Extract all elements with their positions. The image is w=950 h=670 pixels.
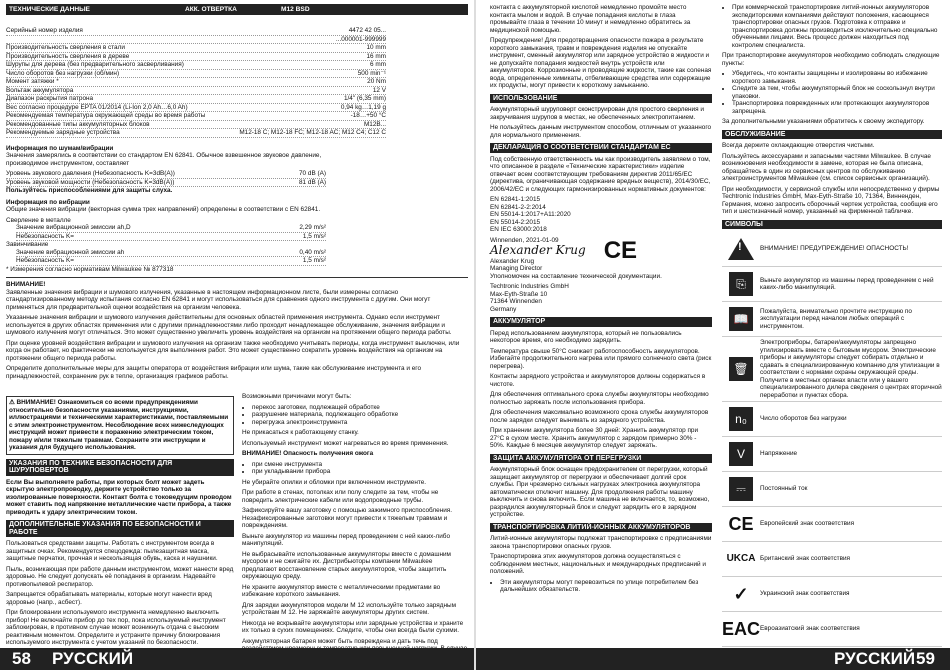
use-para-1: Аккумуляторный шуруповерт сконструирован для простого сверления и закручивания шурупов в местах, не обеспеченных электропитанием. <box>490 106 704 121</box>
symbol-description: Постоянный ток <box>760 472 942 507</box>
symbol-icon: 🗑 <box>729 357 753 381</box>
additional-safety-header: ДОПОЛНИТЕЛЬНЫЕ УКАЗАНИЯ ПО БЕЗОПАСНОСТИ И РАБОТЕ <box>6 520 234 537</box>
symbol-icon: UKCA <box>726 553 756 564</box>
spec-value: ...000001-999999 <box>335 35 386 43</box>
spec-label: Вес согласно процедуре EPTA 01/2014 (Li-Ion 2,0 Ah…6,0 Ah) <box>6 103 188 111</box>
list-item: • при смене инструмента <box>252 461 468 469</box>
company-line: Techtronic Industries GmbH <box>490 283 569 290</box>
ce-mark-icon: CE <box>603 237 638 264</box>
battery-para: При хранении аккумулятора более 30 дней: Хранить аккумулятор при 27°С в сухом месте. Хранить аккумулятор с зарядом примерно 30% - 50%. Каждые 6 месяцев аккумулятор следует заряжать. <box>490 427 699 449</box>
commercial-transport-list <box>722 4 942 49</box>
spec-value: 1/4" (6,35 mm) <box>343 95 386 102</box>
declaration-text: Под собственную ответственность мы как производитель заявляем о том, что описанное в разделе «Технические характеристики» изделие отвечает всем соответствующим требованиям директив 2011/65/ЕС (директива, ограничивающая содержание вредных веществ), 2014/30/ЕС, 2006/42/ЕС и следующих гармонизированных нормативных документов: <box>490 155 711 193</box>
left-column-2 <box>242 393 468 645</box>
spec-row <box>16 249 326 258</box>
right-column-2 <box>722 4 942 646</box>
battery-para: Контакты зарядного устройства и аккумуляторов должны содержаться в чистоте. <box>490 373 706 388</box>
spec-label: Момент затяжки * <box>6 78 59 85</box>
symbol-row <box>722 267 942 302</box>
symbol-description: Европейский знак соответствия <box>760 507 942 542</box>
spec-label: Рекомендуемая температура окружающей среды во время работы <box>6 112 206 119</box>
spec-value: 6 mm <box>370 61 386 68</box>
company-address <box>490 283 712 313</box>
screwdriver-safety-text: Если Вы выполняете работы, при которых болт может задеть скрытую электропроводку, держите устройство только за изолированные поверхности. Контакт болта с токоведущим проводом может ставить под напряжение металлические части прибора, а также приводить к удару электрическим током. <box>6 478 232 516</box>
symbol-icon: n₀ <box>729 407 753 431</box>
standard-item: EN 55014-1:2017+A11:2020 <box>490 211 571 218</box>
symbol-description: Число оборотов без нагрузки <box>760 402 942 437</box>
exclamation-icon: ! <box>738 241 742 253</box>
right-footer <box>476 648 950 670</box>
spec-label: Серийный номер изделия <box>6 27 83 34</box>
spec-row <box>6 70 386 79</box>
spec-header-title: ТЕХНИЧЕСКИЕ ДАННЫЕ <box>9 6 90 13</box>
vibration-intro: Общие значения вибрации (векторная сумма трех направлений) определены в соответствии с EN 62841. <box>6 206 321 213</box>
spec-value: 0,40 m/s² <box>299 248 326 256</box>
warning-icon: ⚠ <box>9 399 17 406</box>
symbol-row <box>722 472 942 507</box>
spec-row <box>16 257 326 266</box>
spec-row <box>6 179 326 188</box>
symbol-icon: 📖 <box>729 307 753 331</box>
spec-value: 10 mm <box>366 44 386 51</box>
causes-list <box>242 404 468 427</box>
burn-warning: ВНИМАНИЕ! Опасность получения ожога <box>242 450 374 457</box>
page-number: 58 <box>12 649 31 668</box>
spec-value: 2,29 m/s² <box>299 224 326 231</box>
noise-intro: Значения замерялись в соответствии со стандартом EN 62841. Обычное взвешенное звуковое давление, производимое инструментом, составляет <box>6 152 322 167</box>
maintenance-para: При необходимости, у сервисной службы или непосредственно у фирмы Techtronic Industries GmbH, Max-Eyth-Straße 10, 71364, Винненден, Германия, можно запросить сборочный чертеж устройства, сообщив его тип и шестизначный номер, указанный на фирменной табличке. <box>722 185 940 215</box>
signer-role: Managing Director <box>490 265 543 272</box>
spec-value: 500 min⁻¹ <box>357 69 386 77</box>
vibration-screw-label: Завинчивание <box>6 241 49 248</box>
company-line: Max-Eyth-Straße 10 <box>490 290 548 298</box>
spec-value: 16 mm <box>366 52 386 60</box>
page-number: 59 <box>916 649 935 668</box>
signer-name: Alexander Krug <box>490 257 535 265</box>
spec-row <box>6 53 386 62</box>
attention-text: ВНИМАНИЕ! Ознакомиться со всеми предупреждениями относительно безопасности указаниями, инструкциями, иллюстрациями и техническими характеристиками, поставляемыми с этим электроинструментом. Несоблюдение всех нижеследующих инструкций может привести к поражению электрическим током, пожару и/или тяжелым травмам. Сохраните эти инструкции и указания для будущего использования. <box>9 399 229 451</box>
signer-note: Уполномочен на составление технической документации. <box>490 272 662 280</box>
maintenance-para: Пользуйтесь аксессуарами и запасными частями Milwaukee. В случае возникновения необходимости в замене, которая не была описана, обращайтесь в один из сервисных центров по обслуживанию электроинструментов Milwaukee (см. список сервисных организаций). <box>722 152 931 182</box>
symbol-icon: ✓ <box>733 584 749 604</box>
noise-title: Информация по шумам/вибрации <box>6 144 114 152</box>
spec-value: 1,5 m/s² <box>302 232 326 240</box>
transport-para: Транспортировка этих аккумуляторов должна осуществляться с соблюдением местных, национальных и международных предписаний и положений. <box>490 553 706 575</box>
spec-label: Число оборотов без нагрузки (об/мин) <box>6 69 120 77</box>
col2-para: При работе в стенах, потолках или полу следите за тем, чтобы не повредить электрические кабели или водопроводные трубы. <box>242 489 439 504</box>
symbol-icon-cell <box>722 437 760 472</box>
symbol-description: Выньте аккумулятор из машины перед проведением с ней каких-либо манипуляций. <box>760 267 942 302</box>
spec-row <box>6 27 386 36</box>
vibration-screw-rows <box>6 249 326 266</box>
standards-list <box>490 196 712 234</box>
symbol-icon-cell <box>722 337 760 402</box>
signature-image: Alexander Krug <box>490 243 586 257</box>
symbol-description: Электроприборы, батареи/аккумуляторы запрещено утилизировать вместе с бытовым мусором. Электрические приборы и аккумуляторы следует собирать отдельно и сдавать в специализированную компанию для утилизации в соответствии с нормами охраны окружающей среды. Получите в местных органах власти или у вашего специализированного дилера сведения о центрах вторичной переработки и пунктах сбора. <box>760 337 942 402</box>
symbol-description: Напряжение <box>760 437 942 472</box>
spec-label: Небезопасность K= <box>16 232 75 240</box>
symbol-description: Британский знак соответствия <box>760 542 942 577</box>
spec-value: 20 Nm <box>367 78 386 85</box>
spec-label: Производительность сверления в дереве <box>6 52 130 60</box>
noise-rows <box>6 170 326 187</box>
spec-row <box>6 129 386 138</box>
symbol-icon: V <box>729 442 753 466</box>
warning-para-1: Заявленные значения вибрации и шумового излучения, указанные в настоящем информационном листе, были измерены согласно стандартизированному методу испытания согласно EN 62841 и могут использоваться для сравнения одного инструмента с другим. Они могут применяться для предварительной оценки воздействия на организм человека. <box>6 288 431 311</box>
symbol-row <box>722 337 942 402</box>
col2-para: Не выбрасывайте использованные аккумуляторы вместе с домашним мусором и не сжигайте их. Дистрибьюторы компании Milwaukee предлагают восстановление старых аккумуляторов, чтобы защитить окружающую среду. <box>242 550 451 580</box>
col2-para: Используемый инструмент может нагреваться во время применения. <box>242 439 449 447</box>
col2-para: Не прикасаться к работающему станку. <box>242 429 359 436</box>
col2-para: Никогда не вскрывайте аккумуляторы или зарядные устройства и храните их только в сухих помещениях. Следите, чтобы они всегда были сухими. <box>242 619 464 634</box>
spec-header-tool: АКК. ОТВЕРТКА <box>185 6 237 13</box>
symbol-icon-cell <box>722 507 760 542</box>
additional-safety-para-2: Пыль, возникающая при работе данным инструментом, может нанести вред здоровью. Не следует допускать её попадания в организм. Надевайте противопылевой респиратор. <box>6 565 234 588</box>
symbol-row <box>722 507 942 542</box>
spec-value: 0,94 kg…1,19 g <box>340 103 386 111</box>
warning-para-3: При оценке уровней воздействия вибрации и шумового излучения на организм также необходимо учитывать периоды, когда инструмент выключен, или когда он работает, но фактически не используется для выполнения работ. Это может существенно сократить уровень воздействия на организм на протяжении общего периода работы. <box>6 339 460 362</box>
symbols-header: СИМВОЛЫ <box>722 220 942 230</box>
vibration-title: Информация по вибрации <box>6 198 90 206</box>
symbol-icon-cell <box>722 472 760 507</box>
spec-value: 70 dB (A) <box>299 170 326 177</box>
caution-text: Предупреждение! Для предотвращения опасности пожара в результате короткого замыкания, травм и повреждения изделия не опускайте инструмент, сменный аккумулятор или зарядное устройство в жидкости и не допускайте попадания жидкостей внутрь устройств или аккумуляторов. Коррозионные и проводящие жидкости, такие как соленая вода, определенные химикаты, отбеливающие средства или содержащие их продукты, могут привести к короткому замыканию. <box>490 37 712 89</box>
vibration-metal-label: Сверление в металле <box>6 216 71 224</box>
symbol-icon: ⎓ <box>729 477 753 501</box>
additional-safety-para-3: Запрещается обрабатывать материалы, которые могут нанести вред здоровью (напр., асбест). <box>6 591 212 606</box>
left-page <box>0 0 474 670</box>
warning-title: ВНИМАНИЕ! <box>6 281 46 288</box>
maintenance-header: ОБСЛУЖИВАНИЕ <box>722 130 942 140</box>
spec-label: Уровень звукового давления (Небезопасность K=3dB(A)) <box>6 170 175 177</box>
spec-value: -18…+50 °C <box>350 112 386 119</box>
symbol-description: ВНИМАНИЕ! ПРЕДУПРЕЖДЕНИЕ! ОПАСНОСТЬ! <box>760 232 942 267</box>
declaration-header: ДЕКЛАРАЦИЯ О СООТВЕТСТВИИ СТАНДАРТАМ ЕС <box>490 143 712 153</box>
warning-para-4: Определите дополнительные меры для защиты оператора от воздействия вибрации или шума, такие как обслуживание инструмента и его принадлежностей, сохранение рук в тепле, организация графиков работы. <box>6 365 422 380</box>
spec-row <box>6 112 386 121</box>
language-label: РУССКИЙ <box>834 649 916 668</box>
transport-list <box>490 579 712 594</box>
list-item: • Следите за тем, чтобы аккумуляторный блок не соскользнул внутри упаковки. <box>732 85 942 100</box>
symbol-description: Украинский знак соответствия <box>760 577 942 612</box>
spec-table-header <box>6 4 468 15</box>
list-item: • Эти аккумуляторы могут перевозиться по улице потребителем без дальнейших обязательств. <box>500 579 712 594</box>
symbol-row <box>722 437 942 472</box>
right-page <box>476 0 950 670</box>
spec-label: Шурупы для дерева (без предварительного засверливания) <box>6 61 184 68</box>
standard-item: EN 62841-1:2015 <box>490 196 541 203</box>
spec-value: 12 V <box>372 86 386 94</box>
spec-value: 1,5 m/s² <box>302 257 326 264</box>
transport-header: ТРАНСПОРТИРОВКА ЛИТИЙ-ИОННЫХ АККУМУЛЯТОРОВ <box>490 523 712 533</box>
spec-table <box>6 27 386 138</box>
language-label: РУССКИЙ <box>52 649 134 668</box>
symbol-icon-cell <box>722 612 760 647</box>
maintenance-para: Всегда держите охлаждающие отверстия чистыми. <box>722 142 875 149</box>
company-line: 71364 Winnenden <box>490 298 542 305</box>
use-header: ИСПОЛЬЗОВАНИЕ <box>490 94 712 104</box>
left-footer <box>0 648 474 670</box>
overload-header: ЗАЩИТА АККУМУЛЯТОРА ОТ ПЕРЕГРУЗКИ <box>490 454 712 464</box>
symbol-icon: CE <box>728 514 754 534</box>
spec-row <box>6 87 386 96</box>
symbol-icon-cell <box>722 577 760 612</box>
footnote: * Измерения согласно нормативам Milwaukee № 877318 <box>6 265 174 273</box>
symbol-row <box>722 612 942 647</box>
symbol-description: Пожалуйста, внимательно прочтите инструкцию по эксплуатации перед началом любых операций с инструментом. <box>760 302 942 337</box>
spec-label: Вольтаж аккумулятора <box>6 86 74 94</box>
symbols-table <box>722 232 942 647</box>
spec-label: Рекомендуемые зарядные устройства <box>6 129 120 136</box>
spec-label: Уровень звуковой мощности (Небезопасность K=3dB(A)) <box>6 178 175 186</box>
symbol-icon-cell <box>722 542 760 577</box>
screwdriver-safety-header: УКАЗАНИЯ ПО ТЕХНИКЕ БЕЗОПАСНОСТИ ДЛЯ ШУРУПОВЕРТОВ <box>6 459 234 476</box>
battery-header: АККУМУЛЯТОР <box>490 317 712 327</box>
spec-row <box>16 233 326 242</box>
symbol-icon-cell <box>722 402 760 437</box>
col2-para: Не храните аккумулятор вместе с металлическими предметами во избежание короткого замыкания. <box>242 583 441 598</box>
spec-label: Значение вибрационной эмиссии ah,D <box>16 224 131 231</box>
standard-item: EN 62841-2-2:2014 <box>490 203 546 211</box>
spec-value: 4472 42 05... <box>348 27 386 34</box>
spec-value: M12-18 C; M12-18 FC; M12-18 AC; M12 C4; C12 C <box>239 129 386 136</box>
standard-item: EN IEC 63000:2018 <box>490 226 547 233</box>
list-item: • разрушение материала, подлежащего обработке <box>252 411 468 419</box>
symbol-icon: EAC <box>722 619 761 639</box>
standard-item: EN 55014-2:2015 <box>490 218 541 226</box>
noise-section <box>6 145 326 274</box>
spec-row <box>6 36 386 45</box>
battery-para: Температура свыше 50°С снижает работоспособность аккумуляторов. Избегайте продолжительного нагрева или прямого солнечного света (риск перегрева). <box>490 347 712 370</box>
transport-points-list <box>722 70 942 115</box>
spec-value: M12B... <box>363 120 386 128</box>
place-date: Winnenden, 2021-01-09 <box>490 236 559 244</box>
acid-text: контакта с аккумуляторной кислотой немедленно промойте место контакта мылом и водой. В случае попадания кислоты в глаза промывайте глаза в течении 10 минут и немедленно обратитесь за медицинской помощью. <box>490 4 691 34</box>
battery-para: Для обеспечения оптимального срока службы аккумуляторы необходимо полностью заряжать после использования прибора. <box>490 391 709 406</box>
col2-para: Выньте аккумулятор из машины перед проведением с ней каких-либо манипуляций. <box>242 532 450 547</box>
transport-points-intro: При транспортировке аккумуляторов необходимо соблюдать следующие пункты: <box>722 52 940 67</box>
spec-label: Рекомендованные типы аккумуляторных блоков <box>6 120 150 128</box>
symbol-icon-cell <box>722 232 760 267</box>
symbol-icon-cell <box>722 302 760 337</box>
col2-para: Не убирайте опилки и обломки при включенном инструменте. <box>242 478 427 486</box>
spec-row <box>6 170 326 179</box>
spec-row <box>16 224 326 233</box>
list-item: • при укладывании прибора <box>252 468 468 476</box>
additional-safety-para-1: Пользоваться средствами защиты. Работать с инструментом всегда в защитных очках. Рекомендуется спецодежда: пылезащитная маска, защитные перчатки, прочная и нескользящая обувь, каска и наушники. <box>6 540 218 562</box>
symbol-row <box>722 542 942 577</box>
noise-note: Пользуйтесь приспособлениями для защиты слуха. <box>6 187 173 194</box>
symbol-icon: ⎘ <box>729 272 753 296</box>
burn-list <box>242 461 468 476</box>
causes-intro: Возможными причинами могут быть: <box>242 393 352 400</box>
symbol-row <box>722 402 942 437</box>
additional-safety-para-4: При блокировании используемого инструмента немедленно выключить прибор! Не включайте прибор до тех пор, пока используемый инструмент заблокирован, в противном случае может возникнуть отдача с высоким реактивным моментом. Определите и устраните причину блокирования используемого инструмента с учетом указаний по безопасности. <box>6 609 226 646</box>
symbol-icon-cell <box>722 267 760 302</box>
left-top-column <box>6 4 468 383</box>
attention-box <box>6 396 234 455</box>
symbol-row <box>722 577 942 612</box>
list-item: • перекос заготовки, подлежащей обработке <box>252 404 468 412</box>
spec-value: 81 dB (A) <box>299 178 326 186</box>
col2-para: Зафиксируйте вашу заготовку с помощью зажимного приспособления. Незафиксированные заготовки могут привести к тяжелым травмам и повреждениям. <box>242 507 453 529</box>
use-para-2: Не пользуйтесь данным инструментом способом, отличным от указанного для нормального применения. <box>490 124 712 139</box>
right-column-1 <box>490 4 712 646</box>
overload-text: Аккумуляторный блок оснащен предохранителем от перегрузки, который защищает аккумулятор от перегрузки и обеспечивает долгий срок службы. При чрезмерно сильных нагрузках электроника аккумулятора автоматически отключит машину. Для продолжения работы машину выключить и снова включить. Если машина не включается, то, возможно, разрядился аккумуляторный блок и следует зарядить его в зарядном устройстве. <box>490 466 710 518</box>
spec-label: Значение вибрационной эмиссии ah <box>16 248 125 256</box>
battery-para: Для обеспечения максимально возможного срока службы аккумуляторов после зарядки следует вынимать из зарядного устройства. <box>490 409 709 424</box>
spec-label: Производительность сверления в стали <box>6 44 125 51</box>
company-line: Germany <box>490 305 517 313</box>
spec-row <box>6 44 386 53</box>
vibration-metal-rows <box>6 224 326 241</box>
spec-row <box>6 61 386 70</box>
symbol-row <box>722 302 942 337</box>
transport-para: Литий-ионные аккумуляторы подлежат транспортировке с предписаниями закона транспортировки опасных грузов. <box>490 535 712 550</box>
spec-label: Небезопасность K= <box>16 257 75 264</box>
col2-para: Аккумуляторная батарея может быть повреждена и дать течь под <box>242 637 438 645</box>
spec-row <box>6 95 386 104</box>
battery-para: Перед использованием аккумулятора, который не пользовались некоторое время, его необходимо зарядить. <box>490 329 682 344</box>
symbol-description: Евроазиатский знак соответствия <box>760 612 942 647</box>
spec-row <box>6 121 386 130</box>
left-column-1 <box>6 393 234 645</box>
warning-section <box>6 277 468 380</box>
symbol-icon <box>728 238 754 260</box>
list-item: • перегрузка электроинструмента <box>252 419 468 427</box>
symbol-row <box>722 232 942 267</box>
col2-para: Для зарядки аккумуляторов модели M 12 используйте только зарядным устройствам M 12. Не заряжайте аккумуляторы других систем. <box>242 601 456 616</box>
list-item: • Транспортировка поврежденных или протекающих аккумуляторов запрещена. <box>732 100 942 115</box>
forwarder-note: За дополнительными указаниями обратитесь к своему экспедитору. <box>722 118 925 125</box>
warning-para-2: Указанные значения вибрации и шумового излучения действительны для основных областей применения инструмента. Однако если инструмент используется в других областях применения или с другими принадлежностями либо проходит ненадлежащее обслуживание, значения вибрации и шумового излучения могут отличаться. Это может существенно увеличить уровень воздействия на организм на протяжении общего периода работы. <box>6 314 452 336</box>
spec-row <box>6 104 386 113</box>
spec-label: Диапазон раскрытия патрона <box>6 95 94 102</box>
list-item: • При коммерческой транспортировке литий-ионных аккумуляторов экспедиторскими компаниями действуют положения, касающиеся транспортировки опасных грузов. Подготовка к отправке и транспортировка должны производиться исключительно специально обученными лицами. Весь процесс должен находиться под контролем специалиста. <box>732 4 942 49</box>
spec-header-model: M12 BSD <box>281 6 310 13</box>
list-item: • Убедитесь, что контакты защищены и изолированы во избежание короткого замыкания. <box>732 70 942 85</box>
spec-row <box>6 78 386 87</box>
